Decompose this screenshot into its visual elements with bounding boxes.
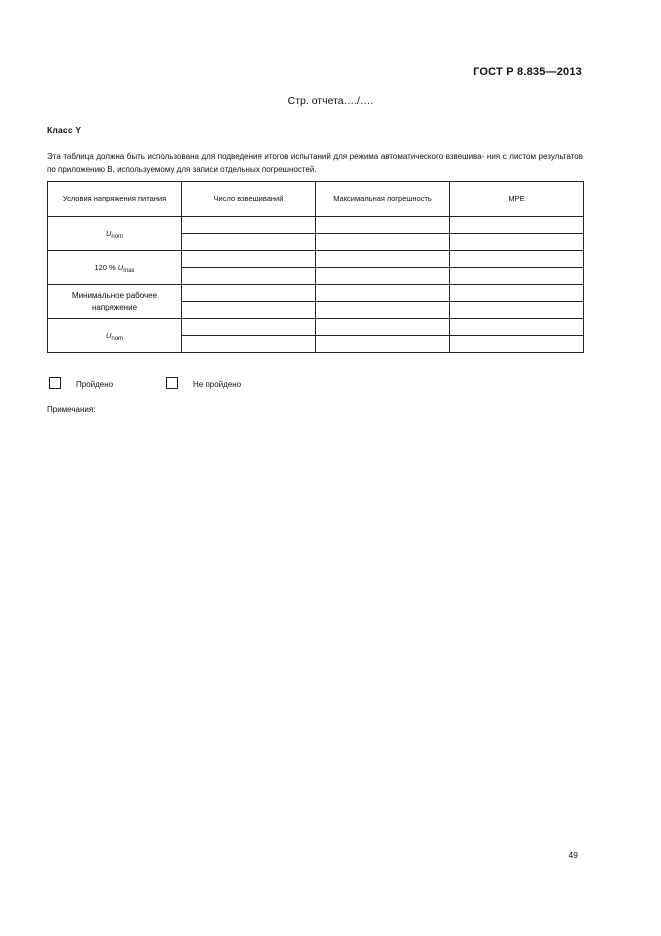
passed-label: Пройдено: [76, 380, 114, 389]
table-cell[interactable]: [450, 319, 584, 336]
failed-label: Не пройдено: [193, 380, 242, 389]
table-row: [48, 319, 584, 336]
table-cell[interactable]: [316, 319, 450, 336]
table-cell[interactable]: [316, 268, 450, 285]
table-cell[interactable]: [182, 234, 316, 251]
results-table: [47, 181, 584, 353]
column-header-max-error: Максимальная погрешность: [316, 182, 450, 217]
table-header-row: [48, 182, 584, 217]
table-cell[interactable]: [182, 268, 316, 285]
table-cell[interactable]: [316, 217, 450, 234]
table-cell[interactable]: [182, 285, 316, 302]
column-header-number-of-weighings: Число взвешиваний: [182, 182, 316, 217]
table-row: [48, 251, 584, 268]
table-cell[interactable]: [182, 302, 316, 319]
table-cell[interactable]: [182, 336, 316, 353]
condition-cell-umax: 120 % $U_{max}$: [48, 251, 182, 285]
table-cell[interactable]: [316, 234, 450, 251]
column-header-supply-conditions: Условия напряжения питания: [48, 182, 182, 217]
table-cell[interactable]: [450, 285, 584, 302]
standard-designation: ГОСТ Р 8.835—2013: [473, 66, 582, 78]
table-cell[interactable]: [316, 251, 450, 268]
condition-cell-unom: $U_{nom}$: [48, 217, 182, 251]
table-cell[interactable]: [182, 251, 316, 268]
table-row: [48, 217, 584, 234]
passed-checkbox[interactable]: [49, 377, 61, 389]
table-cell[interactable]: [450, 217, 584, 234]
table-row: [48, 285, 584, 302]
failed-checkbox[interactable]: [166, 377, 178, 389]
table-cell[interactable]: [316, 336, 450, 353]
table-cell[interactable]: [316, 285, 450, 302]
notes-label: Примечания:: [47, 405, 96, 414]
table-cell[interactable]: [450, 268, 584, 285]
report-page-reference: Стр. отчета…./….: [287, 95, 374, 107]
table-cell[interactable]: [450, 234, 584, 251]
table-cell[interactable]: [450, 251, 584, 268]
column-header-mpe: MPE: [450, 182, 584, 217]
table-cell[interactable]: [450, 302, 584, 319]
condition-cell-min-voltage: Минимальное рабочее напряжение: [48, 285, 182, 319]
class-title: Класс Y: [47, 125, 82, 135]
page-number: 49: [568, 850, 578, 860]
table-cell[interactable]: [182, 217, 316, 234]
intro-paragraph: Эта таблица должна быть использована для подведения итогов испытаний для режима автоматического взвешива- ния с листом результатов по приложению В, используемому для записи отдельных погрешностей.: [47, 152, 583, 174]
table-cell[interactable]: [450, 336, 584, 353]
table-cell[interactable]: [182, 319, 316, 336]
condition-cell-unom-final: $U_{nom}$: [48, 319, 182, 353]
table-cell[interactable]: [316, 302, 450, 319]
